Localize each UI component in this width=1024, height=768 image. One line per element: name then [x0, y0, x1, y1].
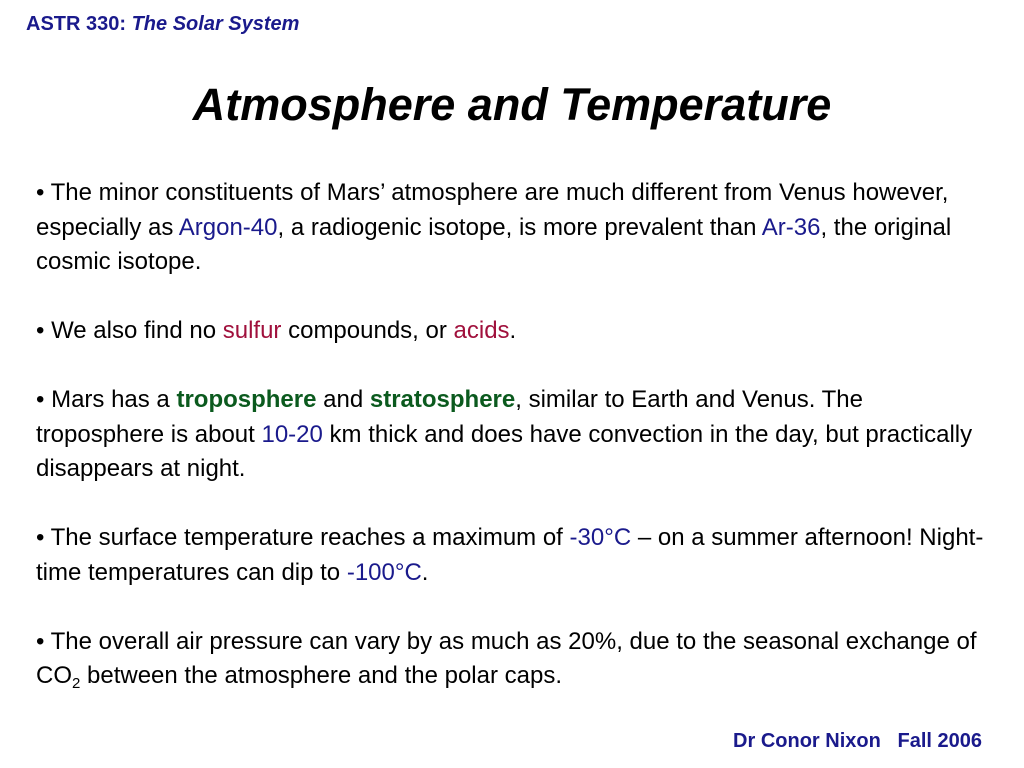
text: .	[421, 558, 429, 586]
highlight-troposphere: troposphere	[176, 386, 317, 413]
slide-body	[36, 176, 996, 728]
text: between the atmosphere and the polar caps.	[80, 662, 562, 689]
bullet-pressure	[36, 625, 996, 694]
text: • We also find no	[36, 317, 223, 344]
text: • The overall air pressure can vary by as much as 20%, due to the seasonal exchange of CO	[36, 627, 977, 689]
slide-title: Atmosphere and Temperature	[192, 79, 832, 130]
highlight-argon-40: Argon-40	[178, 213, 278, 241]
highlight-max-temp: -30°C	[569, 524, 632, 551]
text: .	[509, 317, 517, 344]
highlight-stratosphere: stratosphere	[369, 386, 516, 413]
course-code: ASTR 330:	[26, 13, 127, 35]
text: , similar to Earth and Venus. The troposphere is about	[36, 386, 863, 448]
text: • The minor constituents of Mars’ atmosphere are much different from Venus however, especially as	[36, 179, 949, 241]
course-name: The Solar System	[131, 13, 300, 35]
course-header	[26, 13, 299, 36]
footer-term: Fall 2006	[897, 730, 982, 752]
bullet-argon	[36, 176, 996, 280]
text: and	[316, 386, 370, 413]
text: • The surface temperature reaches a maximum of	[36, 524, 570, 551]
footer-author: Dr Conor Nixon	[733, 730, 881, 752]
highlight-sulfur: sulfur	[222, 317, 282, 344]
text: compounds, or	[281, 317, 454, 344]
highlight-acids: acids	[453, 317, 510, 344]
highlight-min-temp: -100°C	[346, 558, 422, 586]
subscript-2: 2	[72, 675, 81, 692]
bullet-temperature	[36, 521, 996, 590]
bullet-troposphere	[36, 383, 996, 487]
highlight-thickness: 10-20	[261, 420, 323, 448]
text: – on a summer afternoon! Night-time temperatures can dip to	[36, 524, 984, 586]
text: • Mars has a	[36, 386, 177, 413]
bullet-sulfur	[36, 314, 996, 349]
text: km thick and does have convection in the day, but practically disappears at night.	[36, 420, 973, 482]
text: , the original cosmic isotope.	[36, 213, 952, 275]
highlight-ar-36: Ar-36	[761, 213, 821, 241]
slide-footer	[733, 730, 982, 753]
text: , a radiogenic isotope, is more prevalent than	[277, 213, 762, 241]
